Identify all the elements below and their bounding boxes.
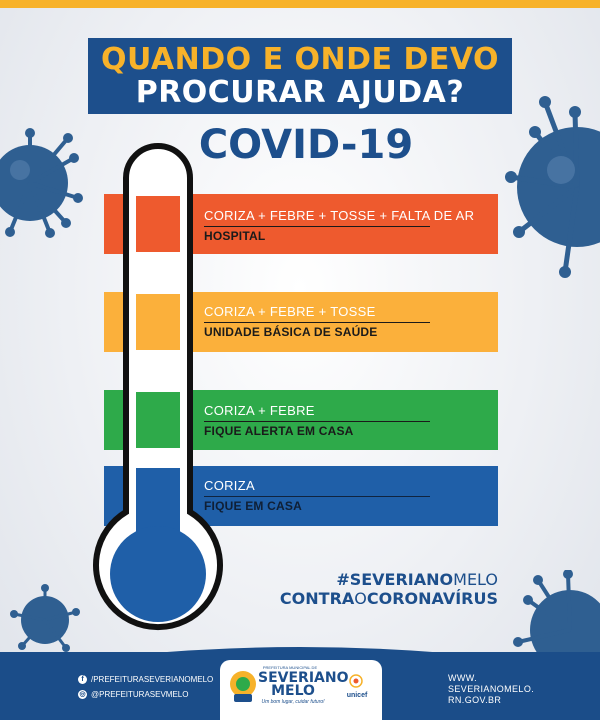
symptoms-text: CORIZA + FEBRE: [204, 403, 315, 418]
divider: [204, 226, 430, 227]
logo-name-line-2: MELO: [271, 683, 315, 699]
covid-heading: COVID-19: [198, 122, 414, 168]
website-line: SEVERIANOMELO.: [448, 684, 535, 694]
divider: [204, 496, 430, 497]
title-line-1: QUANDO E ONDE DEVO: [100, 42, 500, 77]
top-accent-strip: [0, 0, 600, 8]
action-text: FIQUE EM CASA: [204, 499, 302, 513]
logo-name-line-1: SEVERIANO: [258, 670, 349, 686]
divider: [204, 322, 430, 323]
campaign-hashtag: [266, 570, 498, 608]
logo-prefix: PREFEITURA MUNICIPAL DE: [262, 665, 318, 670]
instagram-link[interactable]: [78, 690, 188, 699]
virus-icon: [505, 42, 600, 282]
title-banner: [88, 38, 512, 114]
action-text: UNIDADE BÁSICA DE SAÚDE: [204, 325, 378, 339]
municipal-emblem-icon: [228, 668, 258, 704]
action-text: FIQUE ALERTA EM CASA: [204, 424, 354, 438]
website-line: RN.GOV.BR: [448, 695, 502, 705]
hashtag-light: O: [354, 589, 367, 608]
instagram-icon: ◎: [79, 691, 86, 698]
symptoms-text: CORIZA + FEBRE + TOSSE + FALTA DE AR: [204, 208, 475, 223]
website-line: WWW.: [448, 673, 478, 683]
divider: [204, 421, 430, 422]
title-line-2: PROCURAR AJUDA?: [135, 75, 465, 110]
logo-slogan: Um bom lugar, cuidar futuro!: [261, 699, 325, 705]
hashtag-light: MELO: [453, 570, 498, 589]
level-severe: [204, 208, 494, 244]
symptoms-text: CORIZA + FEBRE + TOSSE: [204, 304, 376, 319]
facebook-icon: f: [78, 675, 87, 684]
level-mild: [204, 403, 494, 439]
hashtag-bold: CONTRA: [279, 589, 355, 608]
symptoms-text: CORIZA: [204, 478, 255, 493]
virus-icon: [0, 108, 90, 258]
unicef-logo-text: unicef: [346, 692, 368, 699]
instagram-handle: @PREFEITURASEVMELO: [91, 690, 189, 699]
unicef-icon: [348, 674, 364, 688]
level-moderate: [204, 304, 494, 340]
website-link[interactable]: [448, 673, 538, 706]
hashtag-bold: #SEVERIANO: [336, 570, 454, 589]
level-minimal: [204, 478, 494, 514]
facebook-link[interactable]: [78, 675, 213, 684]
hashtag-bold: CORONAVÍRUS: [366, 589, 498, 608]
action-text: HOSPITAL: [204, 229, 266, 243]
facebook-handle: /PREFEITURASEVERIANOMELO: [91, 675, 214, 684]
